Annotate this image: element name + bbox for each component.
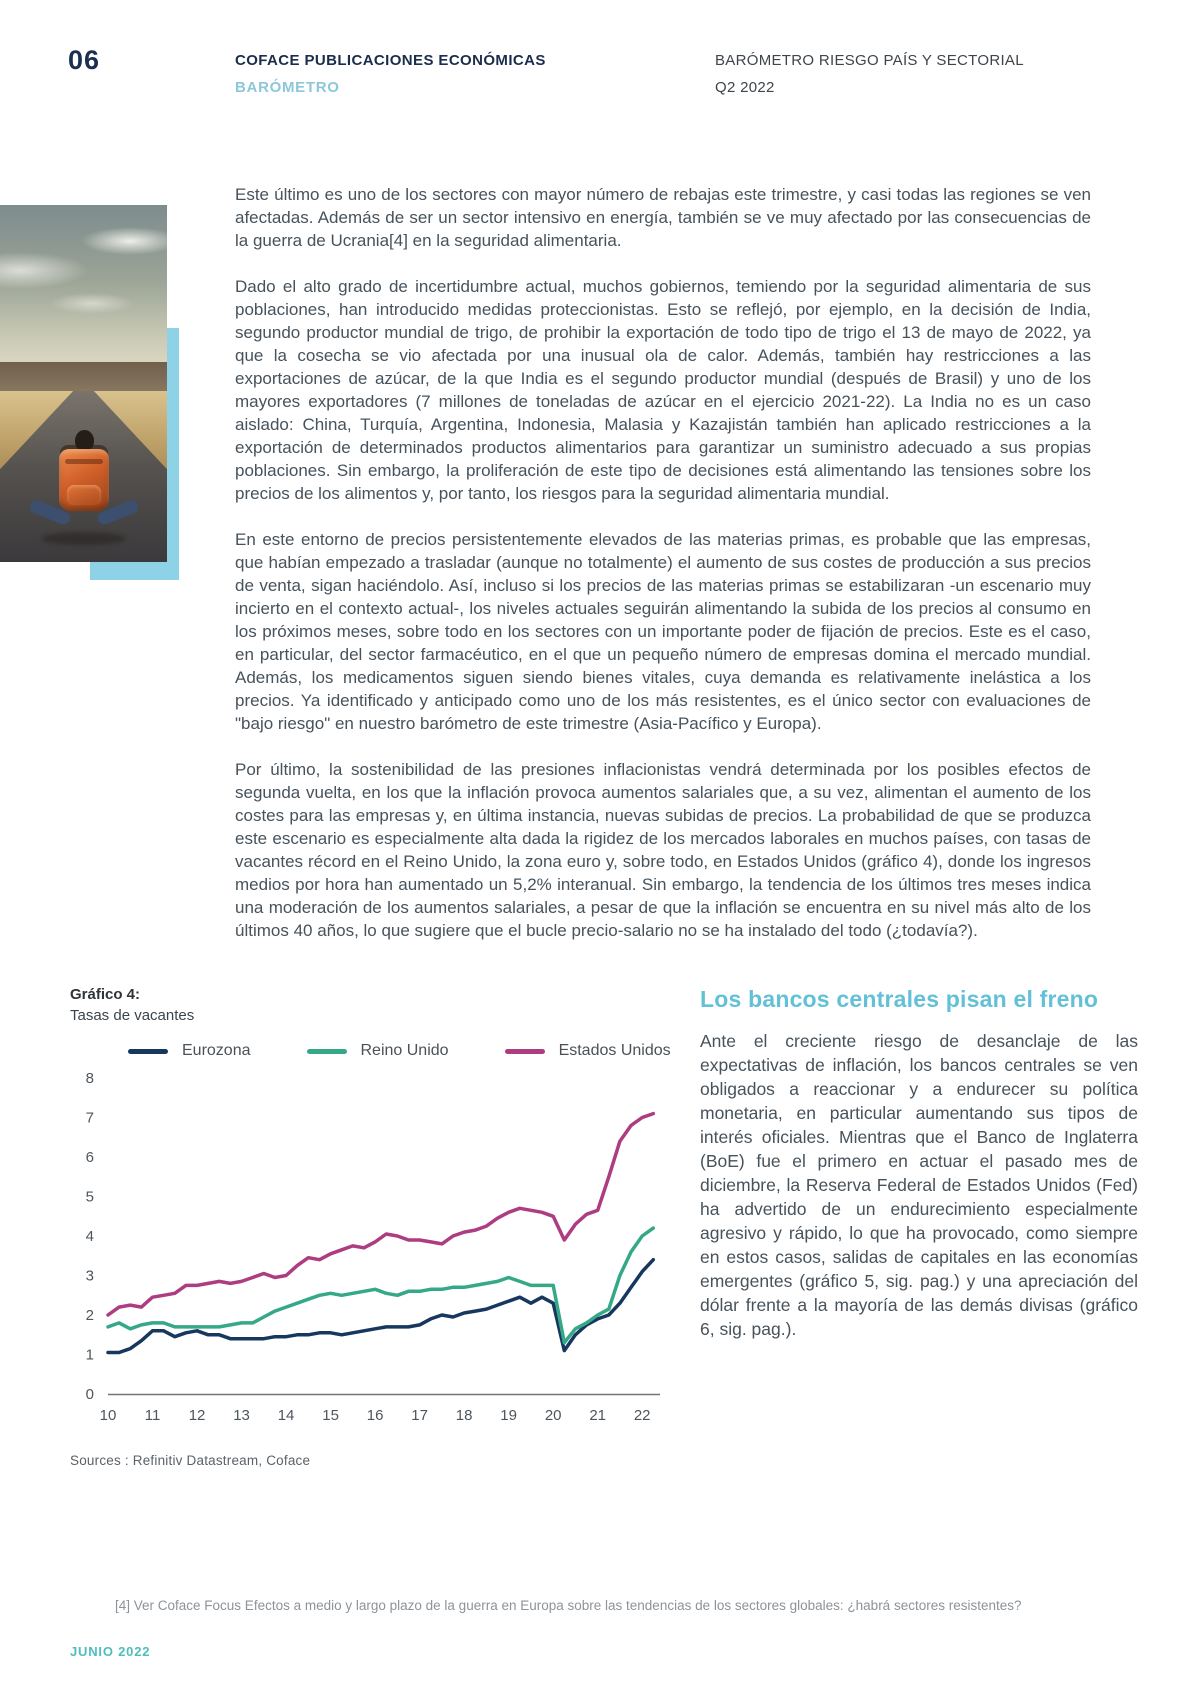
x-axis-tick-label: 20	[544, 1407, 562, 1424]
publication-subtitle: BARÓMETRO	[235, 79, 340, 96]
body-paragraph-1: Este último es uno de los sectores con mayor número de rebajas este trimestre, y casi todas las regiones se ven afectadas. Además de ser un sector intensivo en energía, también se ve muy afectado por las consecuencias de la guerra de Ucrania[4] en la seguridad alimentaria.	[235, 185, 1091, 250]
body-paragraph-2: Dado el alto grado de incertidumbre actual, muchos gobiernos, temiendo por la seguridad alimentaria de sus poblaciones, han introducido medidas proteccionistas. Esto se reflejó, por ejemplo, en la decisión de India, segundo productor mundial de trigo, de prohibir la exportación de todo tipo de trigo el 13 de mayo de 2022, ya que la cosecha se vio afectada por una inusual ola de calor. Además, también hay restricciones a las exportaciones de azúcar, de la que India es el segundo productor mundial (después de Brasil) y uno de los mayores exportadores (7 millones de toneladas de azúcar en el ejercicio 2021-22). La India no es un caso aislado: China, Turquía, Argentina, Indonesia, Malasia y Kazajistán también han aplicado restricciones a la exportación de determinados productos alimentarios para garantizar un suministro adecuado a sus propias poblaciones. Sin embargo, la proliferación de este tipo de decisiones está alimentando las tensiones sobre los precios de los alimentos y, por tanto, los riesgos para la seguridad alimentaria mundial.	[235, 277, 1091, 503]
y-axis-tick-label: 0	[85, 1386, 94, 1403]
section-heading: Los bancos centrales pisan el freno	[700, 986, 1099, 1012]
x-axis-tick-label: 17	[411, 1407, 428, 1424]
legend-item-eurozona	[128, 1042, 251, 1060]
person-shadow	[42, 532, 126, 545]
x-axis-tick-label: 12	[188, 1407, 206, 1424]
x-axis-tick-label: 18	[455, 1407, 473, 1424]
y-axis-tick-label: 4	[85, 1228, 94, 1245]
chart-legend	[128, 1042, 675, 1060]
x-axis-tick-label: 21	[589, 1407, 607, 1424]
legend-label-estados-unidos: Estados Unidos	[558, 1042, 671, 1059]
y-axis-tick-label: 5	[85, 1188, 94, 1206]
sources-note: Sources : Refinitiv Datastream, Coface	[70, 1453, 311, 1468]
chart-subtitle: Tasas de vacantes	[70, 1007, 195, 1024]
x-axis-tick-label: 19	[500, 1407, 517, 1424]
x-axis-tick-label: 10	[99, 1407, 117, 1424]
legend-swatch-estados-unidos	[505, 1049, 545, 1054]
footer-date: JUNIO 2022	[70, 1644, 151, 1659]
hero-image	[0, 205, 167, 562]
vacancy-rates-line-chart	[70, 1064, 675, 1438]
y-axis-tick-label: 2	[85, 1307, 94, 1324]
series-line-eurozona	[108, 1260, 653, 1353]
header-issue-block	[715, 52, 1024, 96]
footnote: [4] Ver Coface Focus Efectos a medio y largo plazo de la guerra en Europa sobre las tendencias de los sectores globales: ¿habrá sectores resistentes?	[115, 1598, 1022, 1613]
y-axis-tick-label: 7	[85, 1109, 94, 1127]
chart-title: Gráfico 4:	[70, 986, 141, 1003]
body-paragraph-4: Por último, la sostenibilidad de las presiones inflacionistas vendrá determinada por los posibles efectos de segunda vuelta, en los que la inflación provoca aumentos salariales que, a su vez, alimentan el aumento de los costes para las empresas y, en última instancia, nuevas subidas de precios. La probabilidad de que se produzca este escenario es especialmente alta dada la rigidez de los mercados laborales en muchos países, con tasas de vacantes récord en el Reino Unido, la zona euro y, sobre todo, en Estados Unidos (gráfico 4), donde los ingresos medios por hora han aumentado un 5,2% interanual. Sin embargo, la tendencia de los últimos tres meses indica una moderación de los aumentos salariales, a pesar de que la inflación se encuentra en su nivel más alto de los últimos 40 años, lo que sugiere que el bucle precio-salario no se ha instalado del todo (¿todavía?).	[235, 760, 1091, 940]
body-paragraph-3: En este entorno de precios persistentemente elevados de las materias primas, es probable que las empresas, que habían empezado a trasladar (aunque no totalmente) el aumento de sus costes de producción a sus precios de venta, sigan haciéndolo. Así, incluso si los precios de las materias primas se estabilizaran -un escenario muy incierto en el contexto actual-, los niveles actuales seguirán alimentando la subida de los precios al consumo en los próximos meses, sobre todo en los sectores con un importante poder de fijación de precios. Este es el caso, en particular, del sector farmacéutico, en el que un pequeño número de empresas domina el mercado mundial. Además, los medicamentos siguen siendo bienes vitales, cuya demanda es relativamente inelástica a los precios. Ya identificado y anticipado como uno de los más resistentes, es el único sector con evaluaciones de "bajo riesgo" en nuestro barómetro de este trimestre (Asia-Pacífico y Europa).	[235, 530, 1091, 733]
y-axis-tick-label: 1	[85, 1346, 94, 1364]
y-axis-tick-label: 8	[85, 1070, 94, 1087]
x-axis-tick-label: 16	[366, 1407, 384, 1424]
legend-label-reino-unido: Reino Unido	[360, 1042, 449, 1059]
y-axis-tick-label: 6	[85, 1149, 94, 1166]
x-axis-tick-label: 13	[233, 1407, 250, 1424]
y-axis-tick-label: 3	[85, 1267, 94, 1285]
issue-title: BARÓMETRO RIESGO PAÍS Y SECTORIAL	[715, 52, 1024, 69]
article-body	[235, 183, 1091, 965]
chart-block	[70, 986, 675, 1468]
legend-swatch-eurozona	[128, 1049, 168, 1054]
section-body: Ante el creciente riesgo de desanclaje de las expectativas de inflación, los bancos centrales se ven obligados a reaccionar y a endurecer su política monetaria, en particular aumentando sus tipos de interés oficiales. Mientras que el Banco de Inglaterra (BoE) fue el primero en actuar el pasado mes de diciembre, la Reserva Federal de Estados Unidos (Fed) ha advertido de un endurecimiento especialmente agresivo y rápido, lo que ha provocado, como siempre en estos casos, salidas de capitales en las economías emergentes (gráfico 5, sig. pag.) y una apreciación del dólar frente a la mayoría de las demás divisas (gráfico 6, sig. pag.).	[700, 1031, 1138, 1339]
header-publication-block	[235, 52, 546, 96]
photo-person	[38, 430, 130, 548]
legend-label-eurozona: Eurozona	[182, 1042, 251, 1059]
person-head	[75, 430, 94, 451]
x-axis-tick-label: 22	[633, 1407, 651, 1424]
publication-title: COFACE PUBLICACIONES ECONÓMICAS	[235, 52, 546, 69]
photo-sky	[0, 205, 167, 369]
page-number: 06	[68, 45, 101, 75]
legend-item-estados-unidos	[505, 1042, 671, 1060]
legend-item-reino-unido	[307, 1042, 449, 1060]
legend-swatch-reino-unido	[307, 1049, 347, 1054]
x-axis-tick-label: 11	[144, 1407, 161, 1424]
sidebar-article	[700, 985, 1138, 1341]
person-backpack	[59, 449, 109, 511]
x-axis-tick-label: 14	[277, 1407, 295, 1424]
series-line-estados-unidos	[108, 1114, 653, 1315]
photo-hills	[0, 362, 167, 394]
issue-quarter: Q2 2022	[715, 79, 775, 96]
x-axis-tick-label: 15	[322, 1407, 339, 1424]
